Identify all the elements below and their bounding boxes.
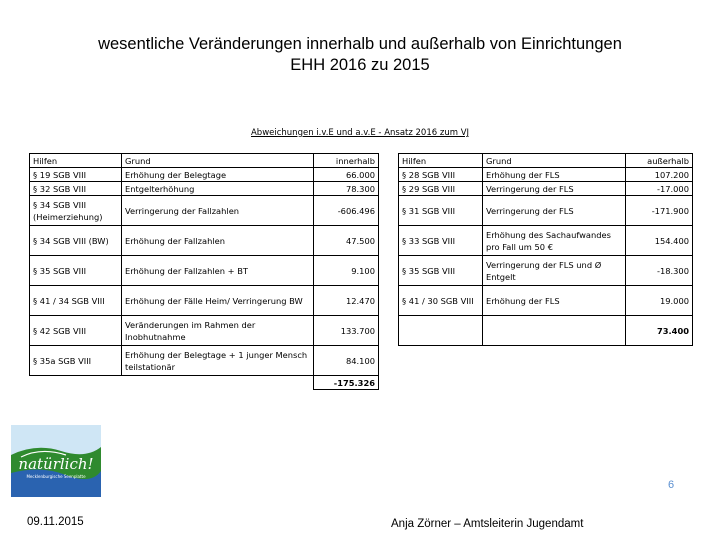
cell-hilfe: § 31 SGB VIII xyxy=(399,196,483,226)
cell-hilfe: § 32 SGB VIII xyxy=(30,182,122,196)
cell-hilfe: § 33 SGB VIII xyxy=(399,226,483,256)
page-title xyxy=(0,34,720,76)
cell-grund: Erhöhung des Sachaufwandes pro Fall um 50 € xyxy=(483,226,626,256)
header-hilfen: Hilfen xyxy=(30,154,122,168)
total-ausserhalb: 73.400 xyxy=(626,316,693,346)
cell-wert: 12.470 xyxy=(314,286,379,316)
header-grund: Grund xyxy=(122,154,314,168)
header-innerhalb: innerhalb xyxy=(314,154,379,168)
table-row xyxy=(30,286,379,316)
cell-grund: Erhöhung der Belegtage + 1 junger Mensch teilstationär xyxy=(122,346,314,376)
cell-wert: 154.400 xyxy=(626,226,693,256)
table-row xyxy=(30,316,379,346)
empty-cell xyxy=(483,316,626,346)
header-hilfen: Hilfen xyxy=(399,154,483,168)
cell-wert: 66.000 xyxy=(314,168,379,182)
cell-hilfe: § 34 SGB VIII (BW) xyxy=(30,226,122,256)
table-header-row xyxy=(399,154,693,168)
cell-wert: 107.200 xyxy=(626,168,693,182)
table-row xyxy=(399,168,693,182)
table-subtitle: Abweichungen i.v.E und a.v.E - Ansatz 2016 zum VJ xyxy=(250,128,470,138)
cell-wert: -171.900 xyxy=(626,196,693,226)
total-innerhalb: -175.326 xyxy=(314,376,379,390)
cell-hilfe: § 35a SGB VIII xyxy=(30,346,122,376)
cell-wert: 133.700 xyxy=(314,316,379,346)
cell-grund: Veränderungen im Rahmen der Inobhutnahme xyxy=(122,316,314,346)
logo-text: natürlich! xyxy=(18,455,94,473)
table-innerhalb xyxy=(29,153,379,390)
cell-grund: Entgelterhöhung xyxy=(122,182,314,196)
cell-hilfe: § 41 / 34 SGB VIII xyxy=(30,286,122,316)
table-row xyxy=(30,196,379,226)
table-total-row xyxy=(30,376,379,390)
cell-grund: Verringerung der FLS und Ø Entgelt xyxy=(483,256,626,286)
table-row xyxy=(399,286,693,316)
cell-wert: -18.300 xyxy=(626,256,693,286)
cell-hilfe: § 29 SGB VIII xyxy=(399,182,483,196)
natuerlich-logo xyxy=(11,425,101,497)
table-row xyxy=(399,256,693,286)
table-row xyxy=(30,256,379,286)
cell-grund: Erhöhung der Fallzahlen + BT xyxy=(122,256,314,286)
cell-hilfe: § 41 / 30 SGB VIII xyxy=(399,286,483,316)
table-header-row xyxy=(30,154,379,168)
cell-hilfe: § 19 SGB VIII xyxy=(30,168,122,182)
cell-grund: Erhöhung der FLS xyxy=(483,168,626,182)
cell-grund: Verringerung der FLS xyxy=(483,182,626,196)
table-row xyxy=(399,182,693,196)
cell-grund: Erhöhung der Fallzahlen xyxy=(122,226,314,256)
footer-author: Anja Zörner – Amtsleiterin Jugendamt xyxy=(391,518,584,530)
cell-wert: -606.496 xyxy=(314,196,379,226)
cell-wert: 19.000 xyxy=(626,286,693,316)
footer-date: 09.11.2015 xyxy=(27,516,84,528)
title-line-2: EHH 2016 zu 2015 xyxy=(290,56,430,74)
cell-hilfe: § 35 SGB VIII xyxy=(399,256,483,286)
cell-wert: 9.100 xyxy=(314,256,379,286)
cell-wert: 47.500 xyxy=(314,226,379,256)
cell-grund: Verringerung der FLS xyxy=(483,196,626,226)
cell-hilfe: § 42 SGB VIII xyxy=(30,316,122,346)
cell-wert: 78.300 xyxy=(314,182,379,196)
cell-wert: 84.100 xyxy=(314,346,379,376)
logo-tagline: Mecklenburgische Seenplatte xyxy=(26,474,86,479)
title-line-1: wesentliche Veränderungen innerhalb und außerhalb von Einrichtungen xyxy=(98,35,622,53)
cell-hilfe: § 28 SGB VIII xyxy=(399,168,483,182)
cell-grund: Erhöhung der Fälle Heim/ Verringerung BW xyxy=(122,286,314,316)
cell-hilfe: § 35 SGB VIII xyxy=(30,256,122,286)
cell-wert: -17.000 xyxy=(626,182,693,196)
header-ausserhalb: außerhalb xyxy=(626,154,693,168)
table-row xyxy=(399,226,693,256)
table-row xyxy=(30,226,379,256)
empty-cell xyxy=(122,376,314,390)
cell-grund: Verringerung der Fallzahlen xyxy=(122,196,314,226)
header-grund: Grund xyxy=(483,154,626,168)
table-row xyxy=(30,182,379,196)
table-row xyxy=(399,196,693,226)
table-row xyxy=(30,346,379,376)
table-total-row xyxy=(399,316,693,346)
cell-hilfe: § 34 SGB VIII (Heimerziehung) xyxy=(30,196,122,226)
cell-grund: Erhöhung der Belegtage xyxy=(122,168,314,182)
table-row xyxy=(30,168,379,182)
cell-grund: Erhöhung der FLS xyxy=(483,286,626,316)
empty-cell xyxy=(399,316,483,346)
empty-cell xyxy=(30,376,122,390)
page-number: 6 xyxy=(668,479,675,491)
table-ausserhalb xyxy=(398,153,693,346)
